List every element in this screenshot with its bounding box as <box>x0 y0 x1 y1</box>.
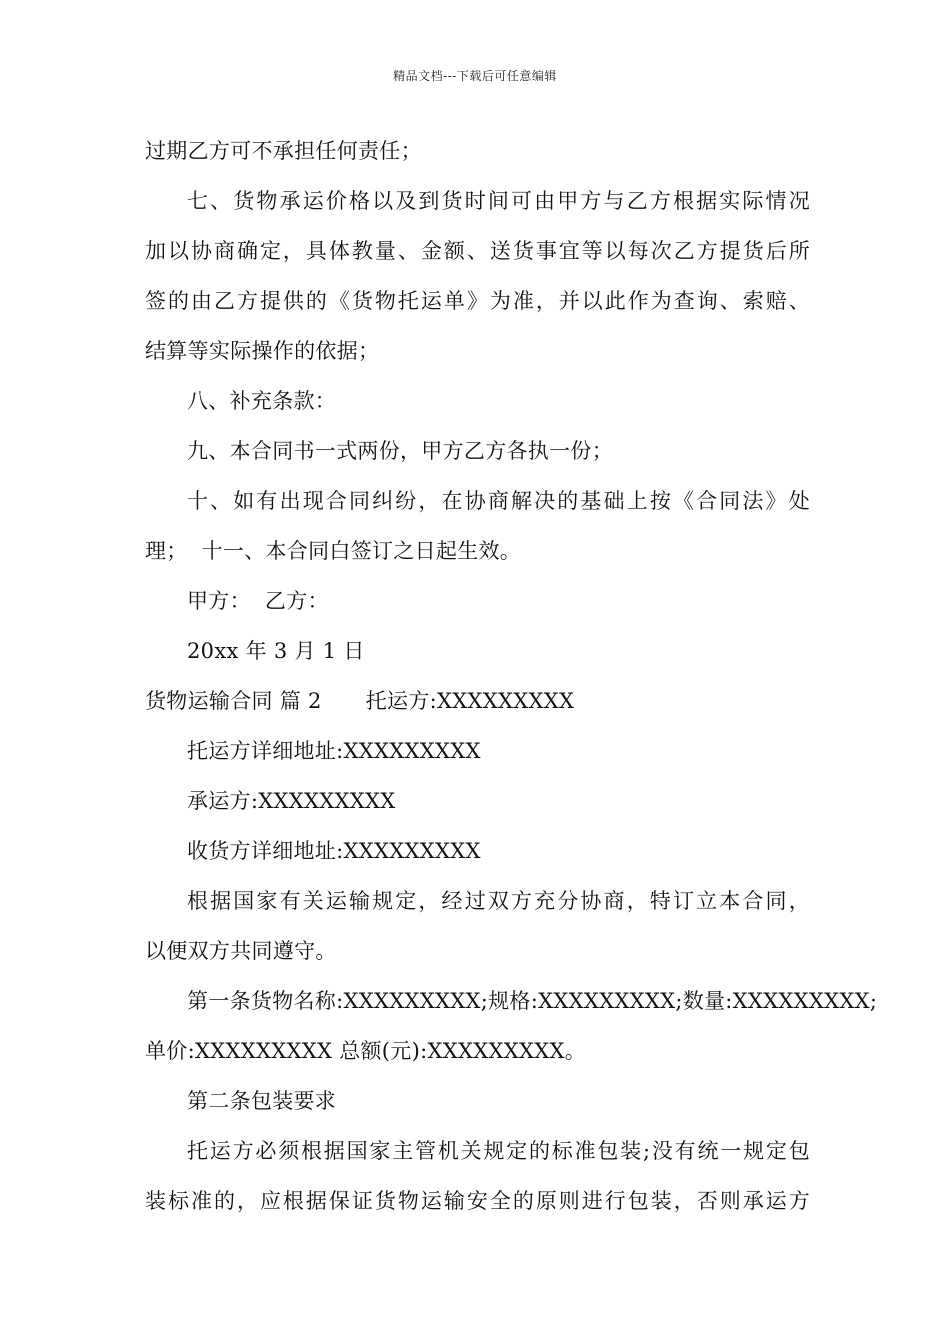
page-header: 精品文档---下载后可任意编辑 <box>393 69 557 83</box>
contract-date: 20xx 年 3 月 1 日 <box>187 639 365 663</box>
carrier-field: 承运方:XXXXXXXXX <box>187 789 396 813</box>
article-2-line-2: 装标准的，应根据保证货物运输安全的原则进行包装，否则承运方 <box>145 1189 810 1213</box>
clause-11: 十一、本合同白签订之日起生效。 <box>201 539 522 563</box>
signature-line <box>145 576 810 626</box>
clause-7-line-3: 签的由乙方提供的《货物托运单》为准，并以此作为查询、索赔、 <box>145 289 810 313</box>
clause-7-line-1: 七、货物承运价格以及到货时间可由甲方与乙方根据实际情况 <box>187 189 810 213</box>
preamble-line-2: 以便双方共同遵守。 <box>145 939 337 963</box>
clause-7-line-2: 加以协商确定，具体教量、金额、送货事宜等以每次乙方提货后所 <box>145 239 810 263</box>
article-2-line-1: 托运方必须根据国家主管机关规定的标准包装;没有统一规定包 <box>187 1139 810 1163</box>
text-line: 过期乙方可不承担任何责任； <box>145 139 422 163</box>
consignee-address-field: 收货方详细地址:XXXXXXXXX <box>187 839 481 863</box>
article-2-heading: 第二条包装要求 <box>187 1089 337 1113</box>
clause-10-end: 理； <box>145 539 188 563</box>
party-a-label: 甲方： <box>187 589 251 613</box>
shipper-field: 托运方:XXXXXXXXX <box>365 689 575 713</box>
clause-7-line-4: 结算等实际操作的依据； <box>145 339 380 363</box>
preamble-line-1: 根据国家有关运输规定，经过双方充分协商，特订立本合同， <box>187 889 810 913</box>
clause-8: 八、补充条款： <box>187 389 337 413</box>
clause-10-line-1: 十、如有出现合同纠纷，在协商解决的基础上按《合同法》处 <box>187 489 810 513</box>
document-body <box>145 126 878 1226</box>
contract-2-heading-line <box>145 676 810 726</box>
clause-10-11-line <box>145 526 810 576</box>
contract-2-title: 货物运输合同 篇 2 <box>145 689 322 713</box>
party-b-label: 乙方： <box>264 589 329 613</box>
article-1-line-2: 单价:XXXXXXXXX 总额(元):XXXXXXXXX。 <box>145 1039 587 1063</box>
shipper-address-field: 托运方详细地址:XXXXXXXXX <box>187 739 481 763</box>
clause-9: 九、本合同书一式两份，甲方乙方各执一份； <box>187 439 613 463</box>
article-1-line-1: 第一条货物名称:XXXXXXXXX;规格:XXXXXXXXX;数量:XXXXXXXXX; <box>187 989 878 1013</box>
